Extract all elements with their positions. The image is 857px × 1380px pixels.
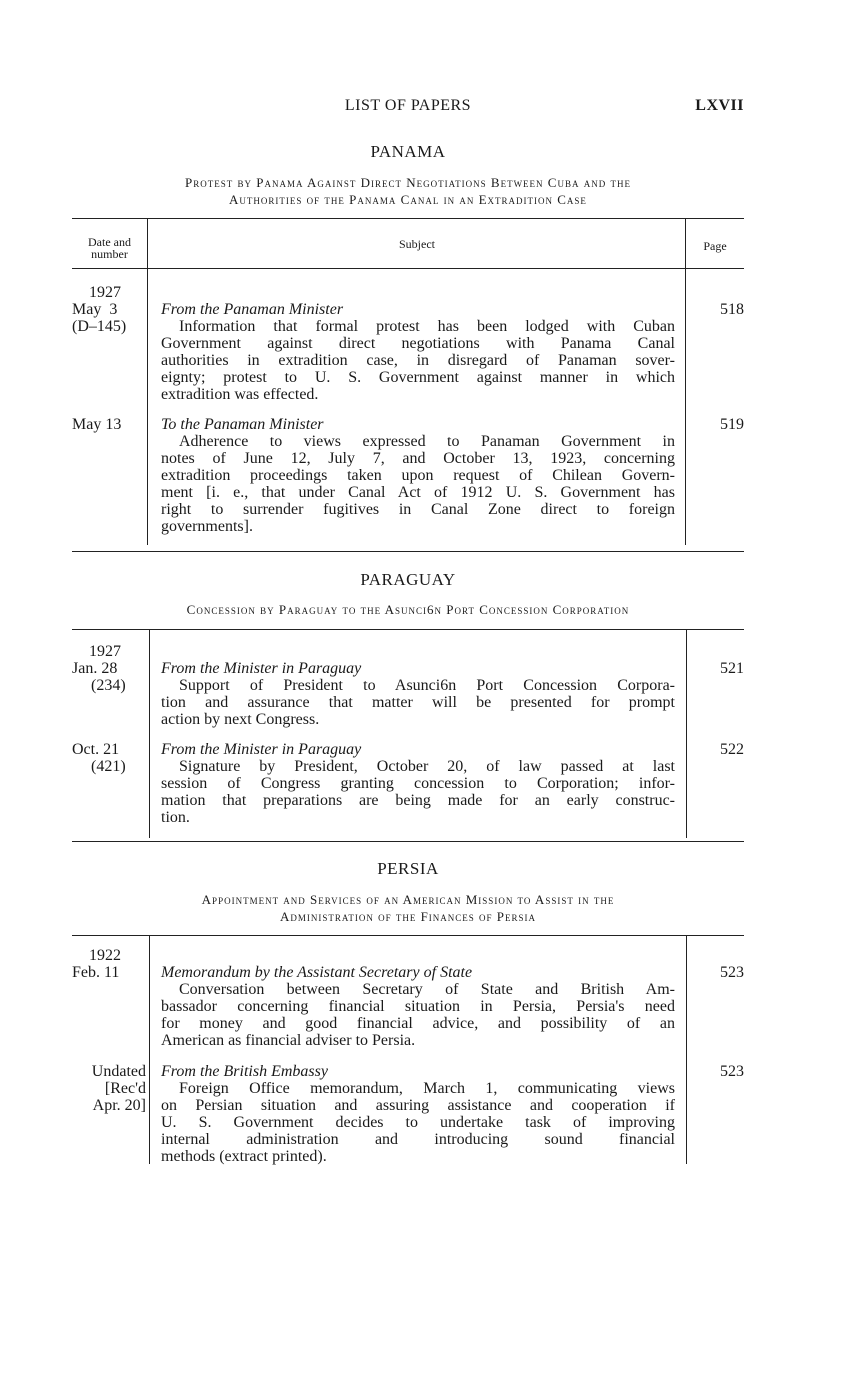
column-divider bbox=[686, 630, 687, 838]
entry-date: May 13 bbox=[72, 416, 122, 433]
entry-description: Support of President to Asunci6n Port Concession Corpora- tion and assurance that matter will be presented for prompt action by next Congress. bbox=[161, 677, 675, 728]
section-topic-persia bbox=[72, 891, 744, 925]
entry-heading: From the British Embassy bbox=[161, 1063, 328, 1080]
entry-page: 518 bbox=[720, 301, 744, 318]
table-top-rule bbox=[72, 935, 744, 936]
entry-heading: From the Panaman Minister bbox=[161, 301, 344, 318]
entry-description: Foreign Office memorandum, March 1, communicating views on Persian situation and assuring assistance and cooperation if U. S. Government decides to undertake task of improving internal administration and introducing sound financial methods (extract printed). bbox=[161, 1080, 675, 1165]
topic-line: Appointment and Services of an American Mission to Assist in the bbox=[201, 892, 615, 907]
entry-subject bbox=[161, 741, 675, 826]
column-header-date: Date and number bbox=[88, 235, 131, 261]
section-title-persia: PERSIA bbox=[377, 859, 439, 878]
table-top-rule bbox=[72, 218, 744, 219]
entry-page: 522 bbox=[720, 741, 744, 758]
entry-date: Oct. 21 (421) bbox=[72, 741, 126, 775]
section-topic-panama bbox=[72, 174, 744, 208]
column-divider bbox=[149, 936, 150, 1164]
section-title-panama: PANAMA bbox=[370, 142, 446, 161]
entry-description: Signature by President, October 20, of law passed at last session of Congress granting concession to Corporation; infor- mation that preparations are being made for an early construc- tion. bbox=[161, 758, 675, 826]
entry-description: Conversation between Secretary of State and British Am- bassador concerning financial situation in Persia, Persia's need for money and good financial advice, and possibility of an American as financial adviser to Persia. bbox=[161, 981, 675, 1049]
table-bottom-rule bbox=[72, 551, 744, 552]
page-number: LXVII bbox=[695, 97, 744, 114]
entry-page: 523 bbox=[720, 1063, 744, 1080]
column-divider bbox=[685, 219, 686, 545]
entry-description: Information that formal protest has been lodged with Cuban Government against direct negotiations with Panama Canal authorities in extradition case, in disregard of Panaman sover- eignty; protest to U. S. Government against manner in which extradition was effected. bbox=[161, 318, 675, 403]
section-title-paraguay: PARAGUAY bbox=[360, 570, 456, 589]
column-header-page: Page bbox=[703, 239, 727, 253]
entry-heading: To the Panaman Minister bbox=[161, 416, 324, 433]
column-divider bbox=[149, 630, 150, 838]
table-bottom-rule bbox=[72, 841, 744, 842]
table-header-rule bbox=[72, 268, 744, 269]
entry-subject bbox=[161, 416, 675, 535]
entry-heading: Memorandum by the Assistant Secretary of State bbox=[161, 964, 473, 981]
entry-description: Adherence to views expressed to Panaman Government in notes of June 12, July 7, and October 13, 1923, concerning extradition proceedings taken upon request of Chilean Govern- ment [i. e., that under Canal Act of 1912 U. S. Government has right to surrender fugitives in Canal Zone direct to foreign governments]. bbox=[161, 433, 675, 535]
entry-subject bbox=[161, 964, 675, 1049]
topic-line: Administration of the Finances of Persia bbox=[279, 909, 537, 924]
topic-line: Protest by Panama Against Direct Negotiations Between Cuba and the bbox=[185, 175, 631, 190]
column-divider bbox=[686, 936, 687, 1164]
entry-heading: From the Minister in Paraguay bbox=[161, 660, 362, 677]
entry-date: 1927 Jan. 28 (234) bbox=[72, 643, 126, 694]
table-top-rule bbox=[72, 629, 744, 630]
entry-date: 1927 May 3 (D–145) bbox=[72, 284, 127, 335]
entry-heading: From the Minister in Paraguay bbox=[161, 741, 362, 758]
entry-subject bbox=[161, 660, 675, 728]
entry-date: 1922 Feb. 11 bbox=[72, 947, 121, 981]
entry-page: 519 bbox=[720, 416, 744, 433]
entry-page: 521 bbox=[720, 660, 744, 677]
column-header-subject: Subject bbox=[399, 237, 435, 251]
entry-date: Undated [Rec'd Apr. 20] bbox=[91, 1063, 146, 1114]
column-divider bbox=[147, 219, 148, 545]
entry-subject bbox=[161, 1063, 675, 1165]
topic-line: Authorities of the Panama Canal in an Extradition Case bbox=[229, 192, 587, 207]
running-title: LIST OF PAPERS bbox=[344, 97, 472, 114]
entry-page: 523 bbox=[720, 964, 744, 981]
section-topic-paraguay bbox=[72, 601, 744, 618]
topic-line: Concession by Paraguay to the Asunci6n Port Concession Corporation bbox=[186, 602, 630, 617]
entry-subject bbox=[161, 301, 675, 403]
